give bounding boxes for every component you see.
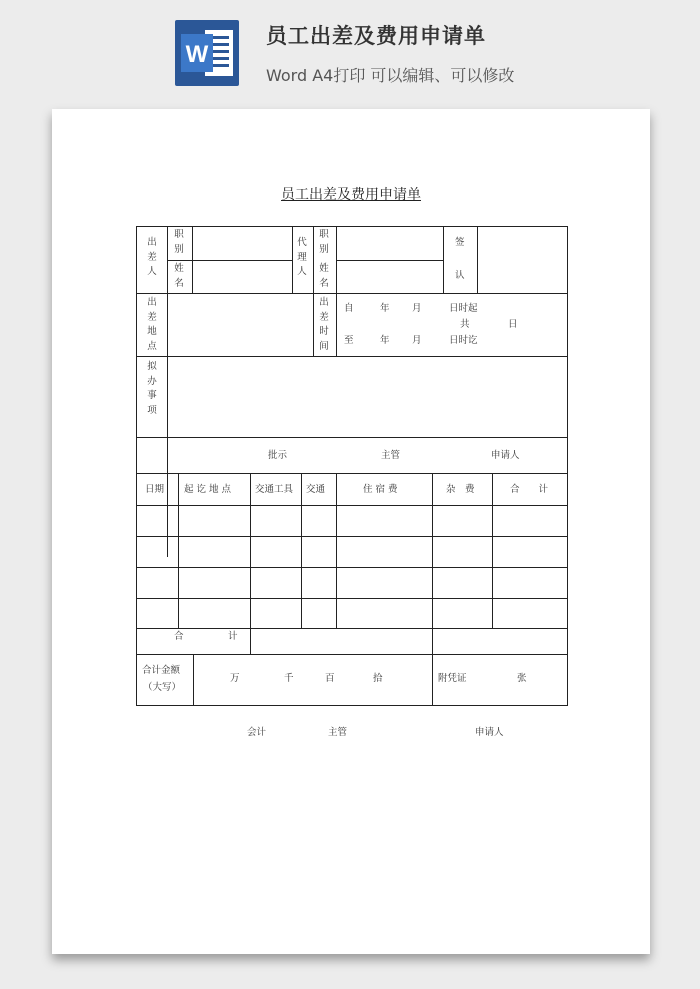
document-title: 员工出差及费用申请单	[281, 187, 421, 203]
footer-applicant: 申请人	[475, 727, 504, 738]
start-day-label: 日时起	[449, 303, 478, 314]
qian-label: 千	[284, 673, 294, 684]
agent-label: 代理人	[297, 237, 307, 278]
subtotal-ji: 计	[228, 631, 238, 642]
agent-position-label: 职别	[319, 229, 329, 255]
to-month-label: 月	[412, 335, 422, 346]
footer-accounting: 会计	[247, 727, 267, 738]
position-label: 职别	[174, 229, 184, 255]
from-month-label: 月	[412, 303, 422, 314]
end-day-label: 日时讫	[449, 335, 478, 346]
applicant-label: 申请人	[491, 450, 520, 461]
col-lodging: 住 宿 费	[363, 484, 398, 495]
voucher-label: 附凭证	[438, 673, 467, 684]
total-day-label: 日	[508, 319, 518, 330]
traveler-label: 出差人	[147, 237, 157, 278]
footer-supervisor: 主管	[328, 727, 348, 738]
col-fare: 交通	[306, 484, 326, 495]
confirm-label: 认	[455, 270, 465, 281]
amount-label: 合计金额	[142, 665, 181, 676]
agent-name-label: 姓名	[319, 263, 329, 289]
col-misc: 杂 费	[446, 484, 475, 495]
from-year-label: 年	[380, 303, 390, 314]
word-icon	[175, 20, 239, 86]
from-label: 自	[344, 303, 354, 314]
task-label: 拟办事项	[147, 361, 157, 417]
col-date: 日期	[145, 484, 165, 495]
document-page	[52, 109, 650, 954]
to-year-label: 年	[380, 335, 390, 346]
subtotal-he: 合	[174, 631, 184, 642]
col-total: 合 计	[510, 484, 549, 495]
approve-label: 批示	[268, 450, 288, 461]
page-header	[0, 0, 700, 100]
shi-label: 拾	[373, 673, 383, 684]
zhang-label: 张	[517, 673, 527, 684]
col-route: 起 讫 地 点	[184, 484, 232, 495]
total-prefix-label: 共	[460, 319, 470, 330]
supervisor-label: 主管	[381, 450, 401, 461]
bai-label: 百	[325, 673, 335, 684]
col-vehicle: 交通工具	[255, 484, 294, 495]
page-title: 员工出差及费用申请单	[266, 24, 486, 48]
sign-label: 签	[455, 237, 465, 248]
wan-label: 万	[230, 673, 240, 684]
to-label: 至	[344, 335, 354, 346]
time-label: 出差时间	[319, 297, 329, 353]
svg-text:W: W	[185, 41, 209, 68]
place-label: 出差地点	[147, 297, 157, 353]
amount-note: （大写）	[143, 682, 182, 693]
name-label: 姓名	[174, 263, 184, 289]
page-subtitle: Word A4打印 可以编辑、可以修改	[266, 66, 515, 85]
